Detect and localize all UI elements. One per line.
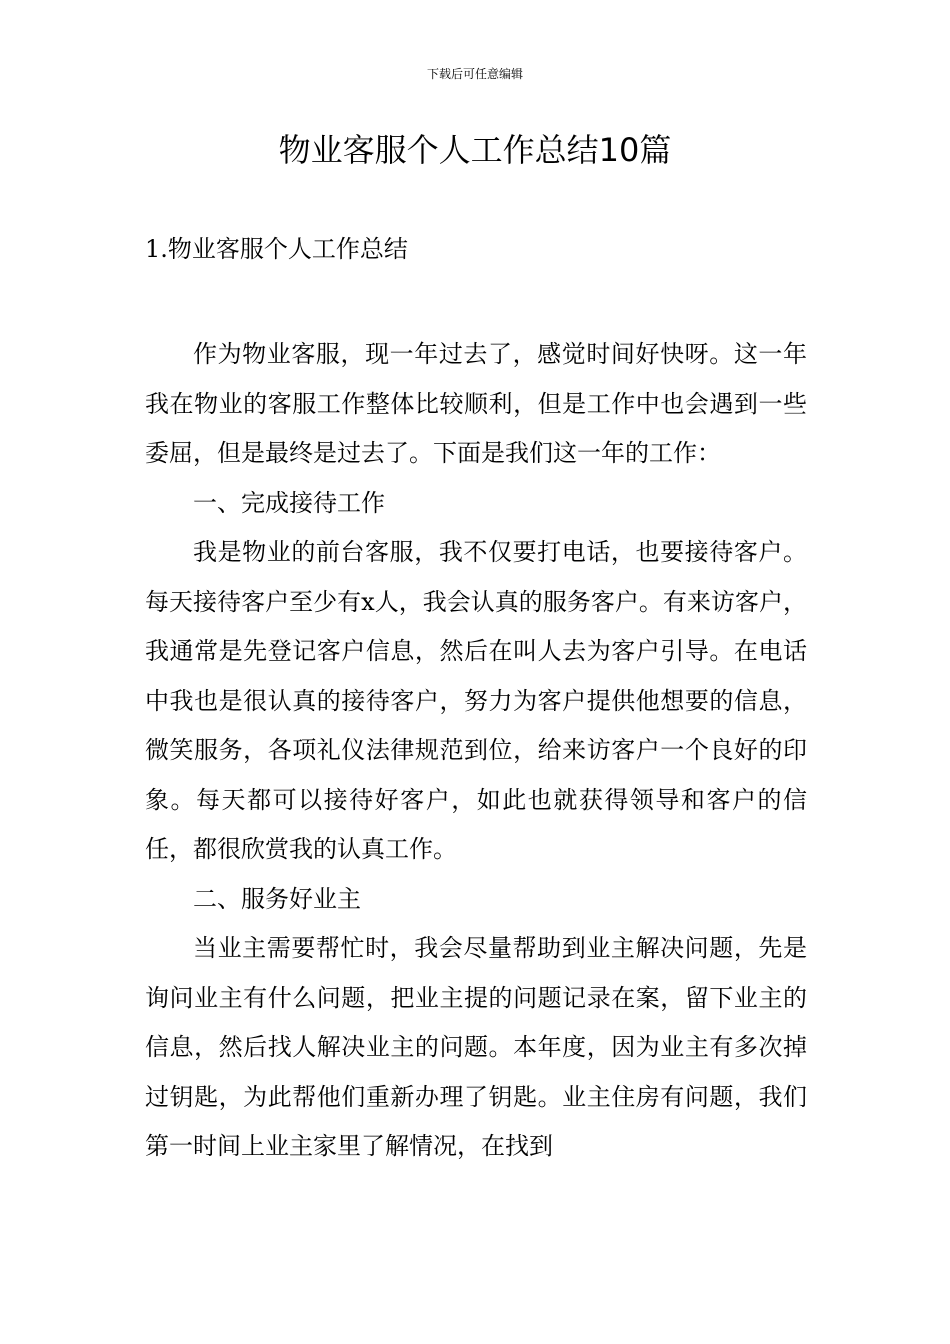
body-paragraph: 当业主需要帮忙时，我会尽量帮助到业主解决问题，先是询问业主有什么问题，把业主提的问题记录在案，留下业主的信息，然后找人解决业主的问题。本年度，因为业主有多次掉过钥匙，为此帮他们重新办理了钥匙。业主住房有问题，我们第一时间上业主家里了解情况，在找到	[145, 934, 807, 1160]
section-title: 1.物业客服个人工作总结	[145, 235, 408, 263]
header-note: 下载后可任意编辑	[426, 67, 523, 81]
body-paragraph: 作为物业客服，现一年过去了，感觉时间好快呀。这一年我在物业的客服工作整体比较顺利，但是工作中也会遇到一些委屈，但是最终是过去了。下面是我们这一年的工作：	[145, 340, 807, 467]
subheading-reception: 一、完成接待工作	[193, 488, 385, 517]
subheading-owner-service: 二、服务好业主	[193, 884, 361, 913]
document-body	[145, 330, 807, 1172]
document-title: 物业客服个人工作总结10篇	[278, 131, 672, 169]
body-paragraph: 我是物业的前台客服，我不仅要打电话，也要接待客户。每天接待客户至少有x人，我会认真的服务客户。有来访客户，我通常是先登记客户信息，然后在叫人去为客户引导。在电话中我也是很认真的接待客户，努力为客户提供他想要的信息，微笑服务，各项礼仪法律规范到位，给来访客户一个良好的印象。每天都可以接待好客户，如此也就获得领导和客户的信任，都很欣赏我的认真工作。	[145, 538, 807, 863]
